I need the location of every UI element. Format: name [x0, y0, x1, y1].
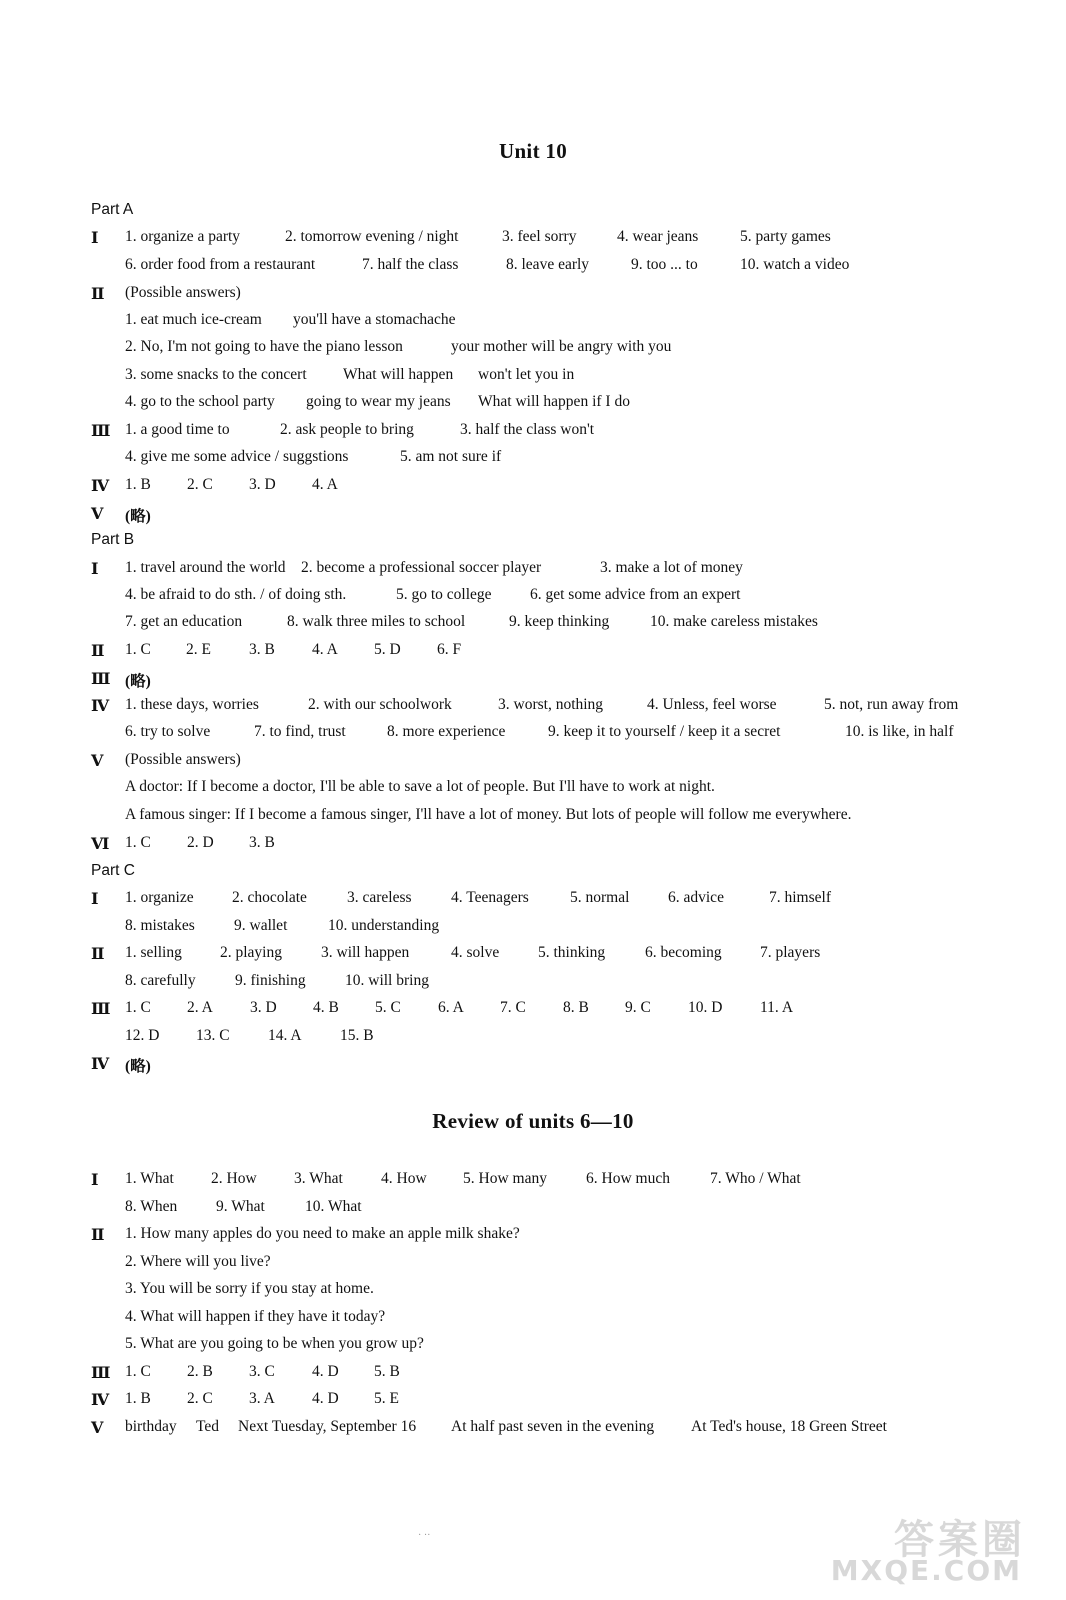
- answer-item: 5. not, run away from: [824, 696, 959, 713]
- answer-item: 8. mistakes: [125, 917, 195, 934]
- answer-item: 10. D: [688, 999, 723, 1016]
- answer-item: 2. with our schoolwork: [308, 696, 452, 713]
- part-c-label: Part C: [91, 862, 135, 879]
- omitted-note: (略): [125, 1058, 151, 1075]
- answer-item: 7. half the class: [362, 256, 459, 273]
- answer-item: 1. travel around the world: [125, 559, 286, 576]
- answer-item: 2. How: [211, 1170, 257, 1187]
- answer-item: 2. C: [187, 1390, 213, 1407]
- answer-item: 9. keep thinking: [509, 613, 610, 630]
- answer-item: 6. get some advice from an expert: [530, 586, 741, 603]
- answer-item: 1. C: [125, 834, 151, 851]
- answer-item: 10. What: [305, 1198, 362, 1215]
- answer-item: 4. B: [313, 999, 339, 1016]
- answer-item: What will happen if I do: [478, 393, 630, 410]
- section-numeral: Ⅴ: [91, 1420, 104, 1437]
- section-numeral: Ⅱ: [91, 1227, 105, 1244]
- answer-item: 4. A: [312, 476, 338, 493]
- answer-item: going to wear my jeans: [306, 393, 451, 410]
- possible-answers-note: (Possible answers): [125, 284, 241, 301]
- answer-item: 6. try to solve: [125, 723, 211, 740]
- answer-item: 3. make a lot of money: [600, 559, 743, 576]
- answer-item: 14. A: [268, 1027, 302, 1044]
- answer-item: 5. party games: [740, 228, 831, 245]
- answer-item: 1. eat much ice-cream: [125, 311, 262, 328]
- section-numeral: Ⅲ: [91, 1365, 111, 1382]
- answer-sentence: 5. What are you going to be when you grow up?: [125, 1335, 424, 1352]
- answer-item: 1. B: [125, 476, 151, 493]
- answer-item: 4. be afraid to do sth. / of doing sth.: [125, 586, 347, 603]
- answer-sentence: 4. What will happen if they have it today?: [125, 1308, 386, 1325]
- answer-item: 2. playing: [220, 944, 282, 961]
- answer-item: 8. B: [563, 999, 589, 1016]
- answer-item: 9. finishing: [235, 972, 306, 989]
- answer-item: 2. D: [187, 834, 214, 851]
- answer-item: 6. A: [438, 999, 464, 1016]
- answer-item: 3. What: [294, 1170, 343, 1187]
- section-numeral: Ⅱ: [91, 286, 105, 303]
- answer-item: 3. worst, nothing: [498, 696, 604, 713]
- answer-item: 4. Teenagers: [451, 889, 529, 906]
- section-numeral: Ⅳ: [91, 1056, 110, 1073]
- answer-item: 13. C: [196, 1027, 230, 1044]
- answer-item: 5. E: [374, 1390, 399, 1407]
- answer-item: 3. C: [249, 1363, 275, 1380]
- answer-item: 2. C: [187, 476, 213, 493]
- page-mark: · ··: [418, 1530, 431, 1541]
- answer-item: 9. wallet: [234, 917, 288, 934]
- answer-item: 6. becoming: [645, 944, 722, 961]
- answer-item: Next Tuesday, September 16: [238, 1418, 417, 1435]
- omitted-note: (略): [125, 508, 151, 525]
- section-numeral: Ⅴ: [91, 506, 104, 523]
- answer-item: 10. make careless mistakes: [650, 613, 818, 630]
- answer-item: birthday: [125, 1418, 177, 1435]
- answer-item: At half past seven in the evening: [451, 1418, 655, 1435]
- answer-item: 4. A: [312, 641, 338, 658]
- answer-item: 7. get an education: [125, 613, 243, 630]
- answer-item: 6. How much: [586, 1170, 670, 1187]
- answer-item: 2. A: [187, 999, 213, 1016]
- answer-item: 4. Unless, feel worse: [647, 696, 777, 713]
- answer-item: 2. tomorrow evening / night: [285, 228, 459, 245]
- section-numeral: Ⅲ: [91, 671, 111, 688]
- answer-item: 5. B: [374, 1363, 400, 1380]
- answer-item: 5. C: [375, 999, 401, 1016]
- section-numeral: Ⅲ: [91, 423, 111, 440]
- answer-item: 4. How: [381, 1170, 427, 1187]
- answer-item: 2. become a professional soccer player: [301, 559, 542, 576]
- answer-item: 5. am not sure if: [400, 448, 502, 465]
- answer-item: won't let you in: [478, 366, 575, 383]
- answer-item: 3. feel sorry: [502, 228, 577, 245]
- answer-item: 1. C: [125, 641, 151, 658]
- watermark-url: MXQE.COM: [830, 1554, 1022, 1587]
- answer-item: 7. himself: [769, 889, 831, 906]
- answer-item: 3. half the class won't: [460, 421, 595, 438]
- answer-item: 10. will bring: [345, 972, 429, 989]
- answer-sentence: A doctor: If I become a doctor, I'll be able to save a lot of people. But I'll have to work at night.: [125, 778, 715, 795]
- answer-item: 10. watch a video: [740, 256, 850, 273]
- answer-item: 1. What: [125, 1170, 174, 1187]
- answer-item: 2. B: [187, 1363, 213, 1380]
- answer-item: 4. wear jeans: [617, 228, 699, 245]
- section-numeral: Ⅳ: [91, 698, 110, 715]
- answer-item: 3. will happen: [321, 944, 410, 961]
- possible-answers-note: (Possible answers): [125, 751, 241, 768]
- answer-item: 6. order food from a restaurant: [125, 256, 316, 273]
- watermark-logo-text: 答案圈: [894, 1517, 1026, 1563]
- section-numeral: Ⅱ: [91, 946, 105, 963]
- answer-item: 5. D: [374, 641, 401, 658]
- answer-item: 1. organize a party: [125, 228, 241, 245]
- answer-item: 7. to find, trust: [254, 723, 346, 740]
- answer-item: 10. understanding: [328, 917, 440, 934]
- answer-item: 8. leave early: [506, 256, 590, 273]
- section-numeral: Ⅳ: [91, 1392, 110, 1409]
- answer-item: 9. too ... to: [631, 256, 698, 273]
- answer-item: 7. C: [500, 999, 526, 1016]
- answer-item: 7. Who / What: [710, 1170, 801, 1187]
- answer-item: 8. carefully: [125, 972, 196, 989]
- section-numeral: Ⅳ: [91, 478, 110, 495]
- answer-item: 5. normal: [570, 889, 630, 906]
- answer-item: 4. D: [312, 1390, 339, 1407]
- section-numeral: Ⅰ: [91, 230, 99, 247]
- answer-item: 5. go to college: [396, 586, 492, 603]
- answer-item: 2. chocolate: [232, 889, 307, 906]
- answer-item: At Ted's house, 18 Green Street: [691, 1418, 887, 1435]
- answer-item: 5. thinking: [538, 944, 606, 961]
- answer-item: What will happen: [343, 366, 454, 383]
- answer-item: 4. D: [312, 1363, 339, 1380]
- section-numeral: Ⅴ: [91, 753, 104, 770]
- answer-item: 12. D: [125, 1027, 160, 1044]
- answer-item: 3. B: [249, 641, 275, 658]
- section-numeral: Ⅰ: [91, 1172, 99, 1189]
- answer-item: 6. F: [437, 641, 462, 658]
- answer-item: 9. What: [216, 1198, 265, 1215]
- answer-item: 3. B: [249, 834, 275, 851]
- omitted-note: (略): [125, 673, 151, 690]
- section-numeral: Ⅵ: [91, 836, 110, 853]
- answer-item: you'll have a stomachache: [293, 311, 456, 328]
- answer-item: 3. D: [249, 476, 276, 493]
- answer-item: 4. give me some advice / suggstions: [125, 448, 349, 465]
- answer-item: 3. D: [250, 999, 277, 1016]
- answer-sentence: A famous singer: If I become a famous singer, I'll have a lot of money. But lots of people will follow me everywhere.: [125, 806, 852, 823]
- unit-title: Unit 10: [498, 139, 568, 163]
- answer-item: your mother will be angry with you: [451, 338, 672, 355]
- part-b-label: Part B: [91, 531, 135, 548]
- answer-item: 1. C: [125, 1363, 151, 1380]
- answer-item: 8. more experience: [387, 723, 506, 740]
- answer-item: 1. organize: [125, 889, 194, 906]
- section-numeral: Ⅰ: [91, 891, 99, 908]
- answer-sentence: 3. You will be sorry if you stay at home.: [125, 1280, 374, 1297]
- answer-item: 3. some snacks to the concert: [125, 366, 307, 383]
- answer-item: 9. C: [625, 999, 651, 1016]
- answer-item: 3. A: [249, 1390, 275, 1407]
- answer-item: 7. players: [760, 944, 821, 961]
- answer-item: 3. careless: [347, 889, 412, 906]
- answer-item: 9. keep it to yourself / keep it a secret: [548, 723, 781, 740]
- answer-item: 1. these days, worries: [125, 696, 259, 713]
- answer-item: 8. walk three miles to school: [287, 613, 466, 630]
- answer-item: 5. How many: [463, 1170, 547, 1187]
- answer-item: 10. is like, in half: [845, 723, 954, 740]
- answer-item: 8. When: [125, 1198, 178, 1215]
- answer-item: 1. a good time to: [125, 421, 230, 438]
- answer-item: 6. advice: [668, 889, 724, 906]
- section-numeral: Ⅱ: [91, 643, 105, 660]
- answer-item: 4. solve: [451, 944, 500, 961]
- answer-item: 2. No, I'm not going to have the piano lesson: [125, 338, 403, 355]
- review-title: Review of units 6—10: [432, 1109, 634, 1133]
- answer-item: 1. selling: [125, 944, 182, 961]
- answer-item: 11. A: [760, 999, 794, 1016]
- answer-item: 2. E: [186, 641, 211, 658]
- answer-item: 2. ask people to bring: [280, 421, 414, 438]
- section-numeral: Ⅲ: [91, 1001, 111, 1018]
- answer-sentence: 1. How many apples do you need to make an apple milk shake?: [125, 1225, 520, 1242]
- site-watermark: [816, 1508, 1036, 1588]
- section-numeral: Ⅰ: [91, 561, 99, 578]
- answer-item: 1. C: [125, 999, 151, 1016]
- part-a-label: Part A: [91, 201, 134, 218]
- answer-item: Ted: [196, 1418, 220, 1435]
- answer-item: 4. go to the school party: [125, 393, 275, 410]
- answer-item: 15. B: [340, 1027, 374, 1044]
- answer-sentence: 2. Where will you live?: [125, 1253, 271, 1270]
- answer-item: 1. B: [125, 1390, 151, 1407]
